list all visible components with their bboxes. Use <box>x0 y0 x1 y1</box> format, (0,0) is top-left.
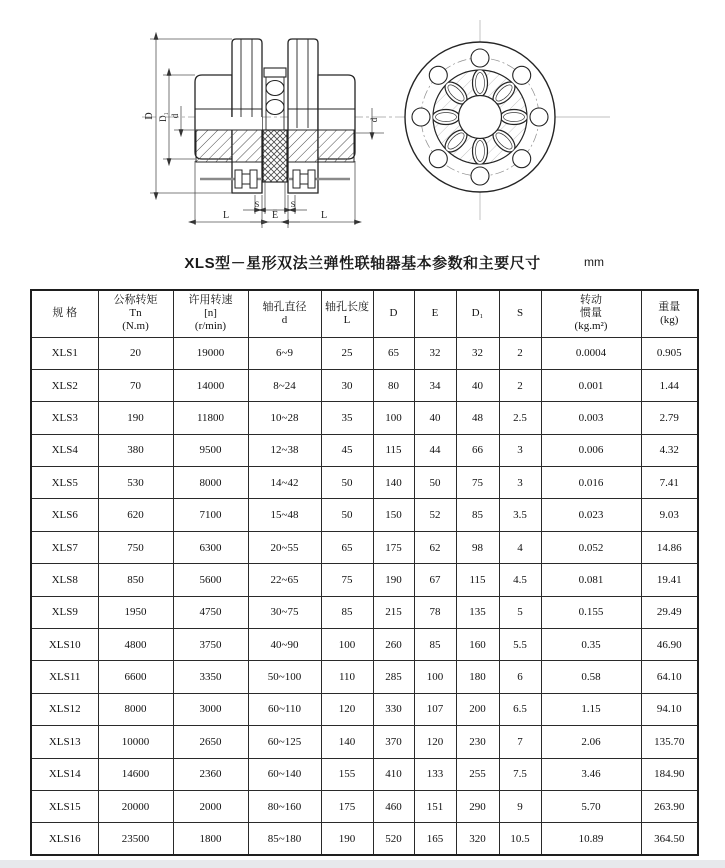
value-cell: 7 <box>499 726 541 758</box>
value-cell: 29.49 <box>641 596 698 628</box>
value-cell: 78 <box>414 596 456 628</box>
value-cell: 5600 <box>173 564 248 596</box>
value-cell: 67 <box>414 564 456 596</box>
coupling-front-view <box>395 20 610 220</box>
value-cell: 65 <box>373 337 414 369</box>
value-cell: 110 <box>321 661 373 693</box>
value-cell: 94.10 <box>641 693 698 725</box>
dim-label-d-right: d <box>369 117 379 123</box>
value-cell: 2.5 <box>499 402 541 434</box>
col-header-2: 许用转速 [n] (r/min) <box>173 290 248 337</box>
value-cell: 5.70 <box>541 790 641 822</box>
value-cell: 200 <box>456 693 499 725</box>
bolt-hole <box>530 108 548 126</box>
table-row <box>31 402 698 434</box>
value-cell: 2.79 <box>641 402 698 434</box>
value-cell: 64.10 <box>641 661 698 693</box>
value-cell: 85 <box>321 596 373 628</box>
value-cell: 22~65 <box>248 564 321 596</box>
value-cell: 100 <box>373 402 414 434</box>
value-cell: 14600 <box>98 758 173 790</box>
value-cell: 20000 <box>98 790 173 822</box>
value-cell: 530 <box>98 467 173 499</box>
value-cell: 620 <box>98 499 173 531</box>
dim-label-D1: D₁ <box>158 112 168 122</box>
value-cell: 460 <box>373 790 414 822</box>
value-cell: 180 <box>456 661 499 693</box>
page-title: XLS型－星形双法兰弹性联轴器基本参数和主要尺寸 <box>184 255 541 272</box>
table-row <box>31 596 698 628</box>
value-cell: 0.35 <box>541 629 641 661</box>
value-cell: 190 <box>98 402 173 434</box>
value-cell: 120 <box>321 693 373 725</box>
value-cell: 155 <box>321 758 373 790</box>
value-cell: 120 <box>414 726 456 758</box>
spec-table <box>30 289 699 856</box>
bolt-hole <box>513 66 531 84</box>
value-cell: 285 <box>373 661 414 693</box>
value-cell: 0.052 <box>541 531 641 563</box>
value-cell: 1800 <box>173 823 248 855</box>
spec-cell: XLS8 <box>31 564 98 596</box>
spec-cell: XLS1 <box>31 337 98 369</box>
value-cell: 750 <box>98 531 173 563</box>
star-petal <box>473 138 488 165</box>
value-cell: 6600 <box>98 661 173 693</box>
dim-label-L-right: L <box>320 210 328 221</box>
value-cell: 290 <box>456 790 499 822</box>
table-row <box>31 726 698 758</box>
value-cell: 10~28 <box>248 402 321 434</box>
value-cell: 60~140 <box>248 758 321 790</box>
value-cell: 100 <box>414 661 456 693</box>
value-cell: 19000 <box>173 337 248 369</box>
star-petal <box>433 110 460 125</box>
value-cell: 255 <box>456 758 499 790</box>
value-cell: 60~125 <box>248 726 321 758</box>
value-cell: 184.90 <box>641 758 698 790</box>
value-cell: 107 <box>414 693 456 725</box>
value-cell: 3350 <box>173 661 248 693</box>
value-cell: 40~90 <box>248 629 321 661</box>
bolt-hole <box>471 167 489 185</box>
bolt-hole <box>412 108 430 126</box>
value-cell: 20~55 <box>248 531 321 563</box>
spec-cell: XLS2 <box>31 369 98 401</box>
table-row <box>31 467 698 499</box>
value-cell: 40 <box>414 402 456 434</box>
value-cell: 75 <box>456 467 499 499</box>
spec-cell: XLS15 <box>31 790 98 822</box>
col-header-8: S <box>499 290 541 337</box>
value-cell: 48 <box>456 402 499 434</box>
value-cell: 15~48 <box>248 499 321 531</box>
dim-label-D: D <box>144 112 155 120</box>
value-cell: 1950 <box>98 596 173 628</box>
value-cell: 3000 <box>173 693 248 725</box>
value-cell: 100 <box>321 629 373 661</box>
value-cell: 50 <box>321 467 373 499</box>
value-cell: 133 <box>414 758 456 790</box>
spec-cell: XLS9 <box>31 596 98 628</box>
value-cell: 7.41 <box>641 467 698 499</box>
value-cell: 215 <box>373 596 414 628</box>
value-cell: 8~24 <box>248 369 321 401</box>
value-cell: 0.001 <box>541 369 641 401</box>
value-cell: 115 <box>456 564 499 596</box>
col-header-10: 重量 (kg) <box>641 290 698 337</box>
value-cell: 263.90 <box>641 790 698 822</box>
spec-cell: XLS3 <box>31 402 98 434</box>
value-cell: 23500 <box>98 823 173 855</box>
value-cell: 85 <box>456 499 499 531</box>
elastic-element-section <box>263 68 287 182</box>
bolt-hole <box>429 150 447 168</box>
value-cell: 4.5 <box>499 564 541 596</box>
value-cell: 2000 <box>173 790 248 822</box>
value-cell: 850 <box>98 564 173 596</box>
spec-cell: XLS13 <box>31 726 98 758</box>
col-header-3: 轴孔直径 d <box>248 290 321 337</box>
table-row <box>31 823 698 855</box>
value-cell: 4800 <box>98 629 173 661</box>
col-header-4: 轴孔长度 L <box>321 290 373 337</box>
value-cell: 5.5 <box>499 629 541 661</box>
value-cell: 14.86 <box>641 531 698 563</box>
value-cell: 45 <box>321 434 373 466</box>
value-cell: 0.905 <box>641 337 698 369</box>
value-cell: 85 <box>414 629 456 661</box>
value-cell: 19.41 <box>641 564 698 596</box>
value-cell: 2.06 <box>541 726 641 758</box>
table-row <box>31 531 698 563</box>
value-cell: 35 <box>321 402 373 434</box>
table-row <box>31 661 698 693</box>
value-cell: 70 <box>98 369 173 401</box>
value-cell: 12~38 <box>248 434 321 466</box>
value-cell: 9 <box>499 790 541 822</box>
value-cell: 60~110 <box>248 693 321 725</box>
value-cell: 6 <box>499 661 541 693</box>
spec-cell: XLS14 <box>31 758 98 790</box>
dim-label-E: E <box>271 210 279 221</box>
dim-label-S-right: S <box>290 199 296 209</box>
value-cell: 32 <box>456 337 499 369</box>
value-cell: 140 <box>321 726 373 758</box>
value-cell: 190 <box>321 823 373 855</box>
value-cell: 32 <box>414 337 456 369</box>
value-cell: 2 <box>499 337 541 369</box>
bore-circle <box>459 96 502 139</box>
value-cell: 2650 <box>173 726 248 758</box>
value-cell: 0.155 <box>541 596 641 628</box>
value-cell: 2360 <box>173 758 248 790</box>
value-cell: 230 <box>456 726 499 758</box>
table-header-row <box>31 290 698 337</box>
value-cell: 7.5 <box>499 758 541 790</box>
value-cell: 10.5 <box>499 823 541 855</box>
spec-cell: XLS6 <box>31 499 98 531</box>
value-cell: 80 <box>373 369 414 401</box>
value-cell: 40 <box>456 369 499 401</box>
value-cell: 140 <box>373 467 414 499</box>
value-cell: 3.5 <box>499 499 541 531</box>
value-cell: 20 <box>98 337 173 369</box>
value-cell: 175 <box>373 531 414 563</box>
value-cell: 8000 <box>98 693 173 725</box>
value-cell: 66 <box>456 434 499 466</box>
value-cell: 46.90 <box>641 629 698 661</box>
value-cell: 370 <box>373 726 414 758</box>
value-cell: 160 <box>456 629 499 661</box>
value-cell: 14000 <box>173 369 248 401</box>
value-cell: 135.70 <box>641 726 698 758</box>
col-header-7: D₁ <box>456 290 499 337</box>
value-cell: 135 <box>456 596 499 628</box>
value-cell: 0.016 <box>541 467 641 499</box>
col-header-1: 公称转矩 Tn (N.m) <box>98 290 173 337</box>
bolt-hole <box>429 66 447 84</box>
table-row <box>31 564 698 596</box>
value-cell: 80~160 <box>248 790 321 822</box>
spec-cell: XLS11 <box>31 661 98 693</box>
value-cell: 3 <box>499 467 541 499</box>
value-cell: 9500 <box>173 434 248 466</box>
value-cell: 175 <box>321 790 373 822</box>
value-cell: 4 <box>499 531 541 563</box>
value-cell: 0.006 <box>541 434 641 466</box>
value-cell: 6~9 <box>248 337 321 369</box>
value-cell: 150 <box>373 499 414 531</box>
bolt-hole <box>471 49 489 67</box>
table-row <box>31 499 698 531</box>
value-cell: 380 <box>98 434 173 466</box>
table-row <box>31 758 698 790</box>
value-cell: 3.46 <box>541 758 641 790</box>
value-cell: 7100 <box>173 499 248 531</box>
value-cell: 50~100 <box>248 661 321 693</box>
value-cell: 151 <box>414 790 456 822</box>
value-cell: 11800 <box>173 402 248 434</box>
col-header-5: D <box>373 290 414 337</box>
spec-cell: XLS12 <box>31 693 98 725</box>
value-cell: 30 <box>321 369 373 401</box>
value-cell: 330 <box>373 693 414 725</box>
dim-label-S-left: S <box>254 199 260 209</box>
value-cell: 260 <box>373 629 414 661</box>
value-cell: 9.03 <box>641 499 698 531</box>
value-cell: 10.89 <box>541 823 641 855</box>
spec-cell: XLS10 <box>31 629 98 661</box>
value-cell: 190 <box>373 564 414 596</box>
value-cell: 0.0004 <box>541 337 641 369</box>
value-cell: 1.44 <box>641 369 698 401</box>
value-cell: 8000 <box>173 467 248 499</box>
table-row <box>31 337 698 369</box>
value-cell: 25 <box>321 337 373 369</box>
value-cell: 4.32 <box>641 434 698 466</box>
spec-cell: XLS7 <box>31 531 98 563</box>
star-petal <box>501 110 528 125</box>
value-cell: 6300 <box>173 531 248 563</box>
bolt-hole <box>513 150 531 168</box>
value-cell: 44 <box>414 434 456 466</box>
value-cell: 4750 <box>173 596 248 628</box>
table-row <box>31 790 698 822</box>
table-row <box>31 693 698 725</box>
value-cell: 410 <box>373 758 414 790</box>
col-header-6: E <box>414 290 456 337</box>
coupling-drawings <box>0 0 725 250</box>
unit-label: mm <box>584 255 604 269</box>
value-cell: 0.081 <box>541 564 641 596</box>
title-row <box>0 252 725 276</box>
coupling-section-view <box>100 10 400 240</box>
col-header-9: 转动 惯量 (kg.m²) <box>541 290 641 337</box>
value-cell: 0.023 <box>541 499 641 531</box>
value-cell: 0.003 <box>541 402 641 434</box>
table-row <box>31 434 698 466</box>
spec-cell: XLS16 <box>31 823 98 855</box>
value-cell: 3 <box>499 434 541 466</box>
value-cell: 50 <box>414 467 456 499</box>
value-cell: 520 <box>373 823 414 855</box>
value-cell: 98 <box>456 531 499 563</box>
value-cell: 65 <box>321 531 373 563</box>
value-cell: 30~75 <box>248 596 321 628</box>
dim-label-L-left: L <box>222 210 230 221</box>
value-cell: 1.15 <box>541 693 641 725</box>
table-row <box>31 369 698 401</box>
value-cell: 62 <box>414 531 456 563</box>
value-cell: 0.58 <box>541 661 641 693</box>
star-petal <box>473 70 488 97</box>
value-cell: 10000 <box>98 726 173 758</box>
value-cell: 85~180 <box>248 823 321 855</box>
value-cell: 75 <box>321 564 373 596</box>
value-cell: 3750 <box>173 629 248 661</box>
value-cell: 2 <box>499 369 541 401</box>
value-cell: 5 <box>499 596 541 628</box>
value-cell: 50 <box>321 499 373 531</box>
page-bottom-strip <box>0 860 725 868</box>
spec-cell: XLS4 <box>31 434 98 466</box>
value-cell: 115 <box>373 434 414 466</box>
value-cell: 52 <box>414 499 456 531</box>
value-cell: 165 <box>414 823 456 855</box>
value-cell: 34 <box>414 369 456 401</box>
value-cell: 320 <box>456 823 499 855</box>
table-row <box>31 629 698 661</box>
value-cell: 14~42 <box>248 467 321 499</box>
dim-label-d-left: d <box>170 113 180 119</box>
spec-cell: XLS5 <box>31 467 98 499</box>
col-header-0: 规 格 <box>31 290 98 337</box>
value-cell: 6.5 <box>499 693 541 725</box>
value-cell: 364.50 <box>641 823 698 855</box>
